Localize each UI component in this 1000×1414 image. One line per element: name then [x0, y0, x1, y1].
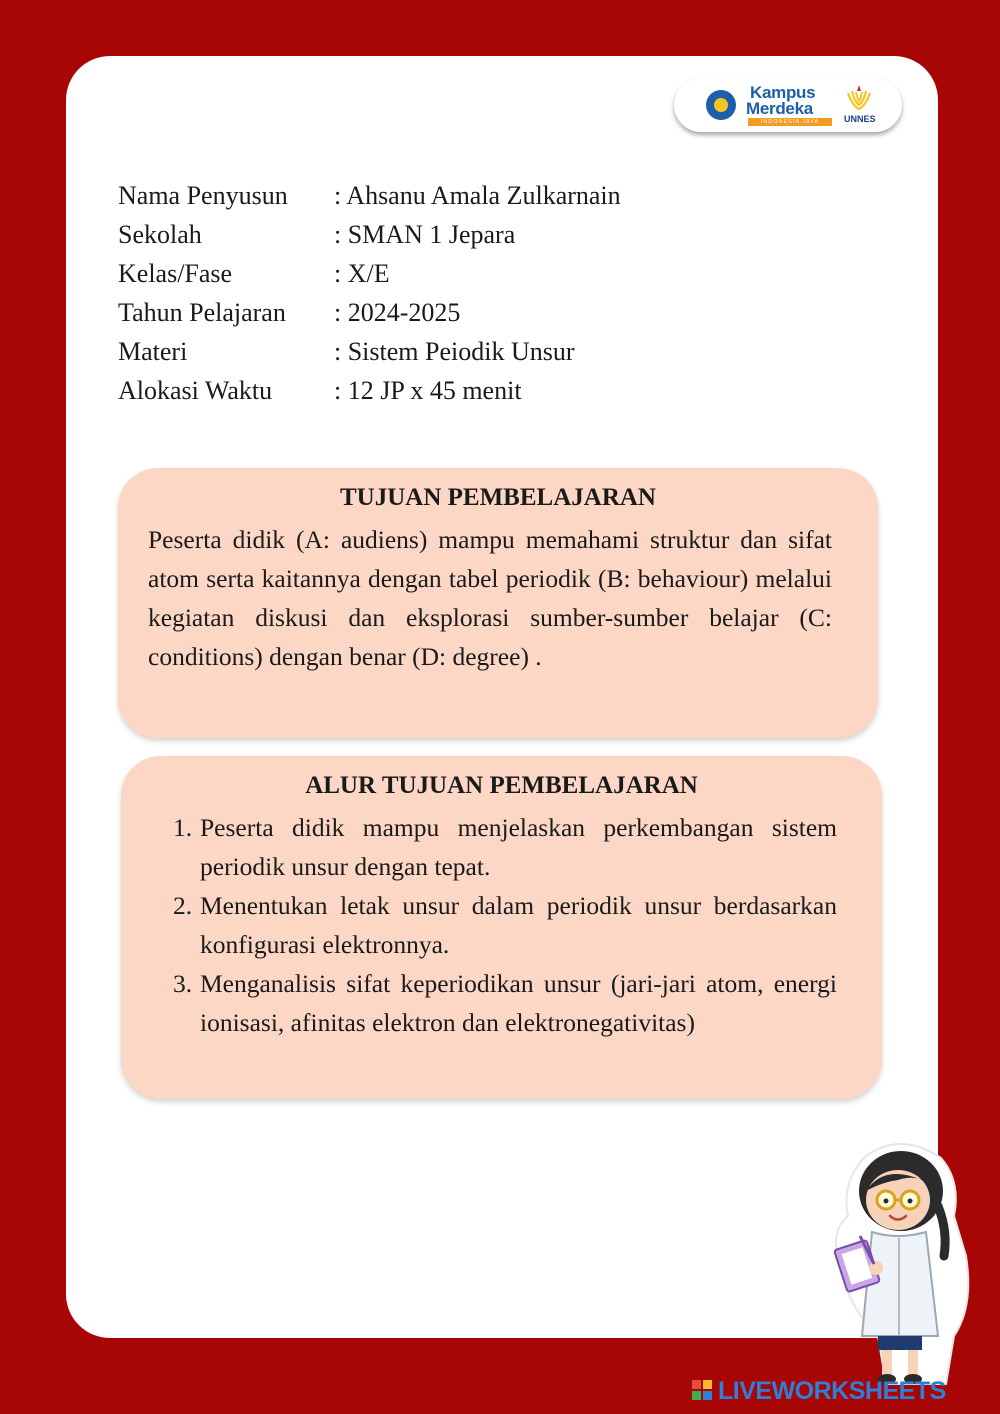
identity-value: : SMAN 1 Jepara — [334, 220, 516, 249]
identity-label: Alokasi Waktu — [118, 376, 273, 405]
identity-block — [118, 176, 621, 410]
identity-value: : Sistem Peiodik Unsur — [334, 337, 575, 366]
tut-wuri-handayani-icon — [706, 90, 736, 120]
logo-ribbon: INDONESIA JAYA — [748, 118, 832, 126]
alur-list — [173, 808, 837, 1042]
liveworksheets-watermark — [692, 1376, 992, 1406]
liveworksheets-logo-icon — [692, 1380, 712, 1400]
alur-title: ALUR TUJUAN PEMBELAJARAN — [305, 772, 698, 799]
logo-line1: Kampus — [750, 83, 816, 102]
list-item-number: 3. — [173, 969, 193, 998]
list-item-text: Menganalisis sifat keperiodikan unsur (jari-jari atom, energi ionisasi, afinitas elektron dan elektronegativitas) — [200, 969, 837, 1037]
tujuan-text: Peserta didik (A: audiens) mampu memahami struktur dan sifat atom serta kaitannya dengan tabel periodik (B: behaviour) melalui kegiatan diskusi dan eksplorasi sumber-sumber belajar (C: conditions) dengan benar (D: degree) . — [148, 525, 832, 671]
tujuan-title: TUJUAN PEMBELAJARAN — [340, 484, 656, 511]
identity-value: : 12 JP x 45 menit — [334, 376, 522, 405]
logo-line2: Merdeka — [746, 99, 813, 118]
list-item-text: Menentukan letak unsur dalam periodik unsur berdasarkan konfigurasi elektronnya. — [200, 891, 837, 959]
list-item-text: Peserta didik mampu menjelaskan perkembangan sistem periodik unsur dengan tepat. — [200, 813, 837, 881]
identity-label: Kelas/Fase — [118, 259, 233, 288]
identity-label: Tahun Pelajaran — [118, 298, 286, 327]
identity-row — [118, 371, 621, 410]
identity-label: Materi — [118, 337, 188, 366]
scientist-girl-illustration — [826, 1136, 976, 1386]
liveworksheets-text: LIVEWORKSHEETS — [718, 1377, 946, 1405]
tujuan-pembelajaran-box — [118, 468, 878, 738]
identity-row — [118, 176, 621, 215]
list-item — [173, 886, 837, 964]
identity-value: : 2024-2025 — [334, 298, 461, 327]
list-item — [173, 964, 837, 1042]
identity-row — [118, 293, 621, 332]
identity-label: Nama Penyusun — [118, 181, 288, 210]
identity-row — [118, 254, 621, 293]
alur-tujuan-box — [121, 756, 882, 1099]
identity-row — [118, 332, 621, 371]
logo-university: UNNES — [844, 114, 876, 124]
identity-label: Sekolah — [118, 220, 202, 249]
identity-row — [118, 215, 621, 254]
identity-value: : Ahsanu Amala Zulkarnain — [334, 181, 621, 210]
kampus-merdeka-logo — [674, 78, 902, 132]
identity-value: : X/E — [334, 259, 390, 288]
list-item — [173, 808, 837, 886]
list-item-number: 2. — [173, 891, 193, 920]
list-item-number: 1. — [173, 813, 193, 842]
unnes-emblem-icon — [842, 83, 876, 113]
